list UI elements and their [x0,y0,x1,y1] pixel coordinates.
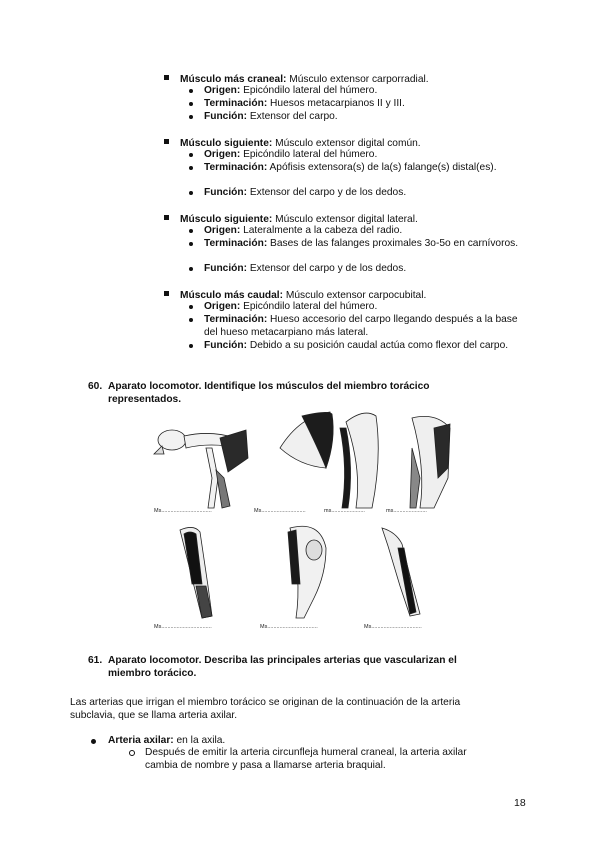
muscle-heading: Músculo más craneal: Músculo extensor carporradial. [180,74,429,85]
bullet-icon [189,305,193,309]
caption: Ms................................. [154,624,212,630]
muscle-heading: Músculo siguiente: Músculo extensor digital lateral. [180,214,418,225]
square-bullet-icon [164,75,169,80]
bullet-icon [189,89,193,93]
bullet-icon [189,267,193,271]
lower-limb-panel [382,528,420,616]
bullet-icon [189,102,193,106]
skeleton-panel [154,430,248,508]
bullet-icon [189,242,193,246]
forearm-panel [180,527,212,618]
origin-item: Origen: Lateralmente a la cabeza del radio. [204,225,524,238]
square-bullet-icon [164,139,169,144]
function-item: Función: Debido a su posición caudal actúa como flexor del carpo. [204,340,524,353]
page-number: 18 [514,797,526,809]
bullet-icon [189,153,193,157]
caption: ms...................... [324,508,365,514]
bullet-icon [189,166,193,170]
intro-paragraph: Las arterias que irrigan el miembro torácico se originan de la continuación de la arteria subclavia, que se llama arteria axilar. [70,697,461,721]
caption: Ms............................. [254,508,306,514]
question-61: 61. Aparato locomotor. Describa las principales arterias que vascularizan el miembro torácico. [88,655,457,679]
hollow-bullet-icon [129,750,135,756]
bullet-icon [189,191,193,195]
bullet-icon [189,229,193,233]
termination-item: Terminación: Hueso accesorio del carpo llegando después a la base del hueso metacarpiano más lateral. [204,314,524,339]
caption: Ms................................. [260,624,318,630]
caption: ms...................... [386,508,427,514]
square-bullet-icon [164,215,169,220]
forelimb-muscle-figure [150,408,458,638]
origin-item: Origen: Epicóndilo lateral del húmero. [204,149,524,162]
caption: Ms................................. [154,508,212,514]
bullet-icon [189,115,193,119]
square-bullet-icon [164,291,169,296]
humerus-panel [340,413,378,508]
axilar-item: Arteria axilar: en la axila. [108,735,528,748]
muscle-heading: Músculo siguiente: Músculo extensor digital común. [180,138,421,149]
bullet-icon [189,344,193,348]
origin-item: Origen: Epicóndilo lateral del húmero. [204,85,524,98]
function-item: Función: Extensor del carpo y de los dedos. [204,263,524,276]
elbow-panel [288,526,326,618]
skeleton-illustration [150,408,458,638]
bullet-icon [189,318,193,322]
function-item: Función: Extensor del carpo y de los dedos. [204,187,524,200]
muscle-heading: Músculo más caudal: Músculo extensor carpocubital. [180,290,427,301]
caption: Ms................................. [364,624,422,630]
termination-item: Terminación: Huesos metacarpianos II y III. [204,98,524,111]
termination-item: Terminación: Apófisis extensora(s) de la(s) falange(s) distal(es). [204,162,524,175]
bullet-icon [91,739,96,744]
termination-item: Terminación: Bases de las falanges proximales 3o-5o en carnívoros. [204,238,524,251]
function-item: Función: Extensor del carpo. [204,111,524,124]
shoulder-panel [410,416,450,508]
origin-item: Origen: Epicóndilo lateral del húmero. [204,301,524,314]
axilar-subitem: Después de emitir la arteria circunfleja humeral craneal, la arteria axilar cambia de nombre y pasa a llamarse arteria braquial. [145,747,525,772]
scapula-panel [280,412,333,468]
question-60: 60. Aparato locomotor. Identifique los músculos del miembro torácico representados. [88,381,430,405]
